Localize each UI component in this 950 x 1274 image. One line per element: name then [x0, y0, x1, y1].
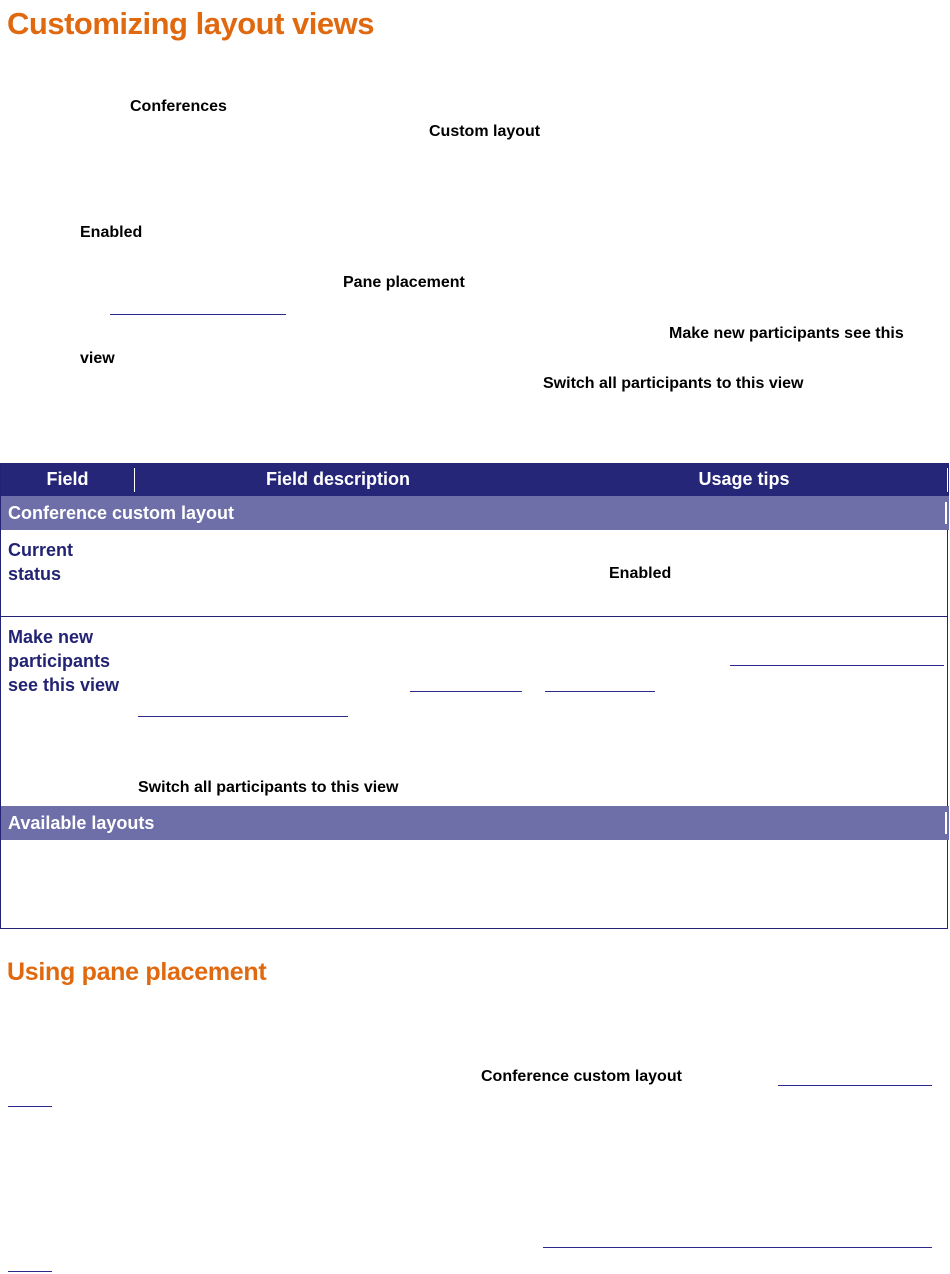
table-header — [1, 463, 949, 496]
section-divider — [945, 502, 947, 524]
table-row — [1, 530, 947, 616]
field-line: see this view — [8, 675, 120, 695]
header-field-description: Field description — [265, 469, 411, 489]
hyperlink[interactable] — [410, 691, 522, 692]
field-make-new-participants — [8, 625, 119, 697]
section-divider — [945, 812, 947, 834]
hyperlink[interactable] — [778, 1085, 932, 1086]
section-available-layouts — [1, 806, 949, 840]
table-row — [1, 617, 947, 805]
bold-custom-layout: Custom layout — [429, 123, 541, 140]
header-divider — [947, 468, 948, 492]
hyperlink[interactable] — [8, 1106, 52, 1107]
bold-conference-custom-layout: Conference custom layout — [481, 1068, 682, 1085]
table-row — [1, 840, 947, 928]
field-line: participants — [8, 651, 111, 671]
section-label: Available layouts — [8, 813, 155, 833]
hyperlink[interactable] — [545, 691, 655, 692]
bold-switch-all: Switch all participants to this view — [543, 375, 804, 392]
field-line: status — [8, 564, 62, 584]
bold-pane-placement: Pane placement — [343, 274, 465, 291]
hyperlink[interactable] — [543, 1247, 932, 1248]
page-title: Customizing layout views — [7, 6, 374, 41]
field-current-status — [8, 538, 73, 586]
header-field: Field — [46, 469, 89, 489]
bold-conferences: Conferences — [130, 98, 227, 115]
section-conference-custom-layout — [1, 496, 949, 530]
bold-view: view — [80, 350, 115, 367]
section-label: Conference custom layout — [8, 503, 235, 523]
field-line: Current — [8, 540, 74, 560]
section-title-pane-placement: Using pane placement — [7, 958, 267, 986]
hyperlink[interactable] — [730, 665, 944, 666]
desc-switch-all: Switch all participants to this view — [138, 779, 399, 796]
usage-enabled: Enabled — [609, 565, 672, 582]
hyperlink[interactable] — [8, 1271, 52, 1272]
header-usage-tips: Usage tips — [698, 469, 790, 489]
hyperlink[interactable] — [110, 314, 286, 315]
field-line: Make new — [8, 627, 94, 647]
bold-make-new-participants: Make new participants see this — [669, 325, 904, 342]
layout-fields-table — [0, 463, 948, 929]
bold-enabled: Enabled — [80, 224, 143, 241]
hyperlink[interactable] — [138, 716, 348, 717]
